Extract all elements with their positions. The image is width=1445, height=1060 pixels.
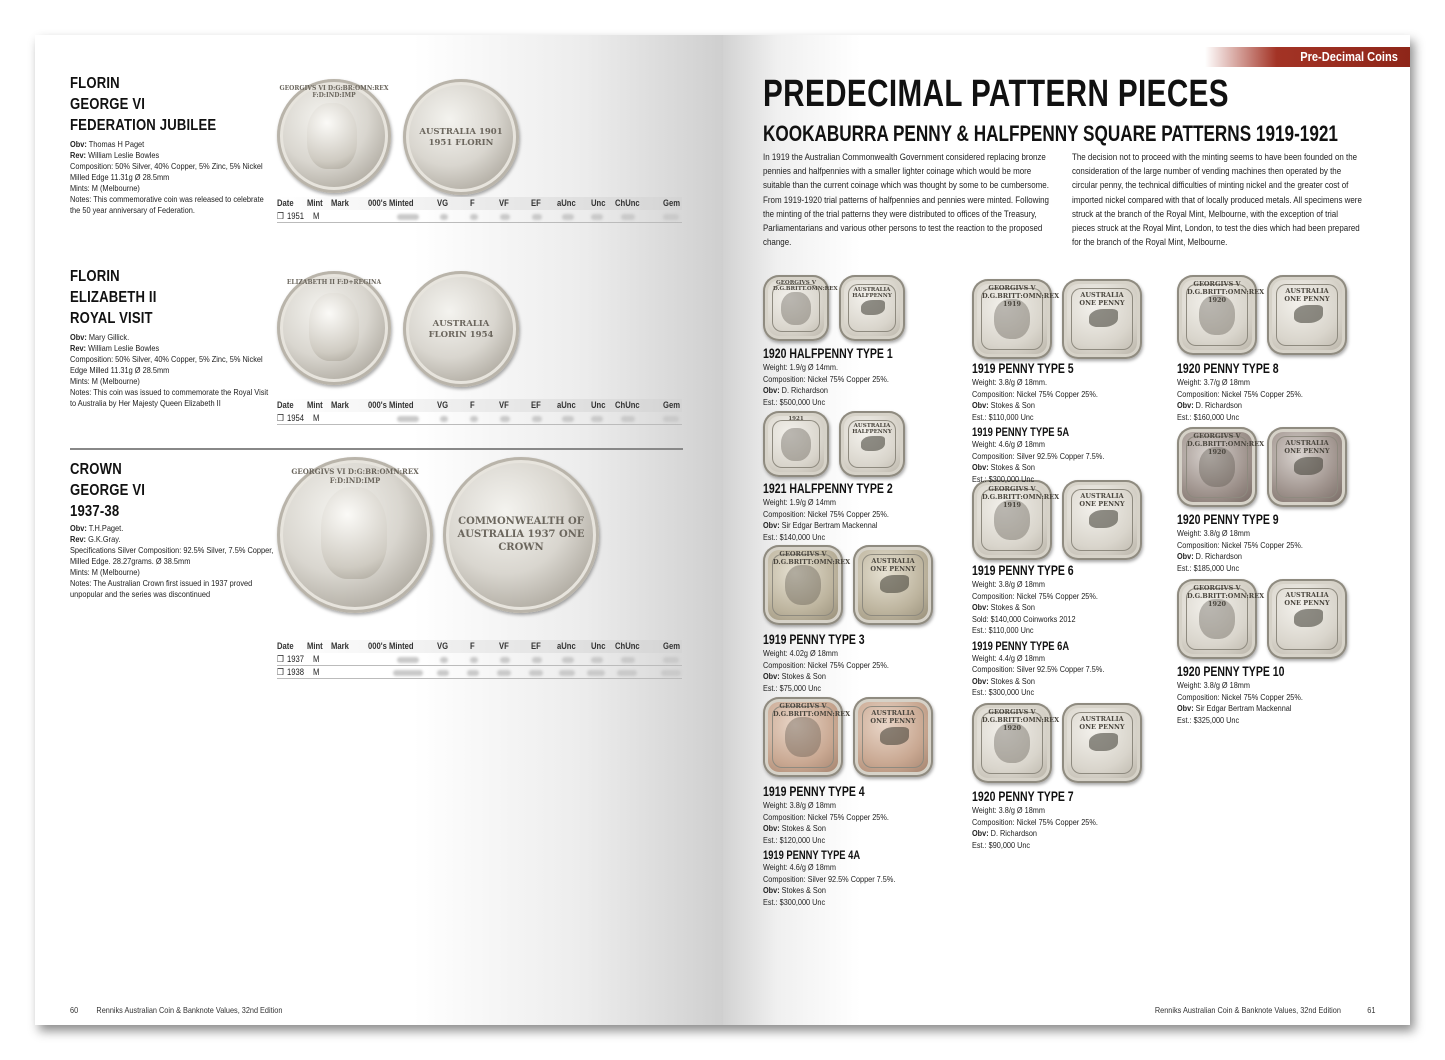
pattern-designer: Stokes & Son [781,671,826,681]
col-mint: Mint [307,400,323,410]
rev-label: Rev: [70,534,87,544]
pattern-estimate: Est.: $500,000 Unc [763,396,826,407]
portrait-bust [309,293,359,361]
col-mark: Mark [331,641,349,651]
pattern-entry [763,346,929,408]
coin-legend: GEORGIVS VI D:G:BR:OMN:REX F:D:IND:IMP [279,85,389,99]
pattern-title: 1920 HALFPENNY TYPE 1 [763,346,893,361]
intro-paragraph-left: In 1919 the Australian Commonwealth Government considered replacing bronze pennies and halfpennies with a smaller lighter coinage which would be more suitable than the current coinage which was thought by some to be cumbersome. From 1919-1920 trial patterns of halfpennies and pennies were minted. Following the minting of the trial patterns they were distributed to offices of the Treasury, Parliamentarians and various other persons to test the reaction to the proposed change. [763,152,1049,249]
notes-text: Notes: This coin was issued to commemorate the Royal Visit to Australia by Her Majesty Queen Elizabeth II [70,387,269,408]
col-aunc: aUnc [557,198,576,208]
price-table-florin-royal-visit [277,399,682,425]
pattern-coin-reverse-image [1062,279,1142,359]
entry-title-line: FLORIN [70,75,120,92]
pattern-entry [972,563,1128,699]
pattern-estimate: Est.: $185,000 Unc [1177,562,1240,573]
col-gem: Gem [663,641,681,651]
obv-label: Obv: [972,400,989,410]
price-table-crown [277,640,682,679]
pattern-designer: Stokes & Son [990,675,1035,686]
pattern-composition: Composition: Nickel 75% Copper 25%. [972,388,1098,399]
pattern-weight: Weight: 3.7/g Ø 18mm [1177,377,1250,387]
col-unc: Unc [591,198,606,208]
coin-legend: AUSTRALIA ONE PENNY [1284,591,1330,607]
page-title: PREDECIMAL PATTERN PIECES [763,73,1229,115]
col-date: Date [277,198,294,208]
obv-label: Obv: [972,602,989,612]
pattern-composition: Composition: Silver 92.5% Copper 7.5%. [972,450,1105,461]
rev-label: Rev: [70,150,87,160]
coin-legend: AUSTRALIA 1901 1951 FLORIN [419,127,503,148]
pattern-title: 1921 HALFPENNY TYPE 2 [763,481,893,496]
col-f: F [470,641,475,651]
composition-text: Composition: 50% Silver, 40% Copper, 5% Zinc, 5% Nickel Milled Edge 11.31g Ø 28.5mm [70,161,263,182]
pattern-designer: Stokes & Son [781,885,826,895]
entry-specs [70,332,270,409]
pattern-entry [972,361,1128,485]
col-vf: VF [499,641,509,651]
col-chunc: ChUnc [615,198,640,208]
col-ef: EF [531,400,541,410]
pattern-coin-obverse-image [1177,427,1265,507]
pattern-composition: Composition: Nickel 75% Copper 25%. [1177,388,1303,399]
pattern-designer: Stokes & Son [990,462,1035,472]
obv-label: Obv: [70,332,87,342]
section-tab: Pre-Decimal Coins [1205,47,1410,67]
row-checkbox[interactable]: ❒ [277,413,284,423]
pattern-designer: D. Richardson [1195,551,1242,561]
pattern-entry [1177,664,1325,726]
pattern-entry [763,481,929,543]
obv-label: Obv: [1177,551,1194,561]
coin-legend: GEORGIVS V D.G.BRITT:OMN:REX 1920 [1187,280,1265,304]
page-number: 60 [70,1005,79,1015]
pattern-coin-reverse-image [1267,275,1347,355]
coin-legend: GEORGIVS V D.G.BRITT:OMN:REX 1920 [1187,432,1265,456]
col-ef: EF [531,198,541,208]
entry-title-line: ELIZABETH II [70,289,157,306]
pattern-composition: Composition: Silver 92.5% Copper 7.5%. [972,664,1105,674]
coin-legend: GEORGIVS V D.G.BRITT:OMN:REX 1920 [982,708,1060,732]
pattern-estimate: Est.: $300,000 Unc [763,896,826,907]
col-minted: 000's Minted [368,400,414,410]
rev-designer: William Leslie Bowles [88,150,160,160]
price-table-header [277,399,682,412]
mints-text: Mints: M (Melbourne) [70,183,140,193]
row-date: 1937 [287,654,305,664]
pattern-estimate: Est.: $140,000 Unc [763,531,826,542]
row-mint: M [313,211,320,221]
pattern-coin-reverse-image [1267,579,1347,659]
col-vg: VG [437,198,449,208]
pattern-title: 1920 PENNY TYPE 10 [1177,664,1285,679]
pattern-composition: Composition: Nickel 75% Copper 25%. [972,816,1098,827]
pattern-entry [1177,512,1325,574]
coin-legend: 1921 [788,416,804,422]
intro-paragraph-right: The decision not to proceed with the minting seems to have been founded on the consideration of the large number of vending machines then operated by the circular penny, the technical difficulties of minting nickel and the greater cost of imported nickel compared with that of locally produced metals. All specimens were struck at the branch of the Royal Mint, Melbourne, with the exception of trial pieces struck at the Royal Mint, London, to test the dies which had been prepared for the branch of the Royal Mint, Melbourne. [1072,152,1362,249]
pattern-weight: Weight: 1.9/g Ø 14mm [763,497,836,507]
coin-legend: GEORGIVS VI D:G:BR:OMN:REX F:D:IND:IMP [291,467,419,485]
pattern-title: 1919 PENNY TYPE 5 [972,361,1074,376]
row-date: 1954 [287,413,305,423]
obv-label: Obv: [972,462,989,472]
pattern-weight: Weight: 3.8/g Ø 18mm [1177,528,1250,538]
pattern-composition: Composition: Nickel 75% Copper 25%. [763,373,889,384]
col-mark: Mark [331,198,349,208]
col-mint: Mint [307,641,323,651]
entry-title-line: FLORIN [70,268,120,285]
table-row [277,412,682,425]
coin-reverse-image [443,457,599,613]
obv-designer: Thomas H Paget [88,139,145,149]
col-chunc: ChUnc [615,641,640,651]
pattern-estimate: Est.: $110,000 Unc [972,625,1034,635]
pattern-title: 1920 PENNY TYPE 9 [1177,512,1279,527]
pattern-estimate: Est.: $300,000 Unc [972,473,1035,484]
col-f: F [470,400,475,410]
pattern-coin-reverse-image [839,411,905,477]
coin-legend: AUSTRALIA ONE PENNY [1079,715,1125,731]
pattern-coin-reverse-image [839,275,905,341]
col-vf: VF [499,400,509,410]
obv-label: Obv: [763,885,780,895]
pattern-coin-reverse-image [853,545,933,625]
col-f: F [470,198,475,208]
coin-legend: AUSTRALIA HALFPENNY [852,423,892,435]
pattern-composition: Composition: Silver 92.5% Copper 7.5%. [763,873,896,884]
pattern-designer: Stokes & Son [990,400,1035,410]
pattern-composition: Composition: Nickel 75% Copper 25%. [972,590,1098,601]
pattern-coin-reverse-image [1062,703,1142,783]
pattern-coin-obverse-image [1177,275,1265,355]
page-number: 61 [1366,1005,1375,1015]
entry-title-crown [70,459,145,522]
pattern-coin-obverse-image [763,411,829,477]
notes-text: Notes: The Australian Crown first issued in 1937 proved unpopular and the series was discontinued [70,578,253,599]
pattern-composition: Composition: Nickel 75% Copper 25%. [763,811,889,822]
obv-label: Obv: [763,671,780,681]
pattern-estimate: Est.: $160,000 Unc [1177,411,1240,422]
col-mint: Mint [307,198,323,208]
pattern-coin-obverse-image [1177,579,1265,659]
entry-specs [70,139,270,216]
col-aunc: aUnc [557,400,576,410]
row-mint: M [313,667,320,677]
coin-legend: AUSTRALIA HALFPENNY [852,287,892,299]
coin-obverse-image [277,79,391,193]
coin-legend: AUSTRALIA ONE PENNY [1079,492,1125,508]
col-date: Date [277,400,294,410]
pattern-coin-obverse-image [972,703,1060,783]
obv-label: Obv: [763,823,780,833]
col-mark: Mark [331,400,349,410]
pattern-title: 1919 PENNY TYPE 6 [972,563,1074,578]
pattern-estimate: Est.: $75,000 Unc [763,682,822,693]
pattern-coin-obverse-image [763,697,851,777]
coin-legend: GEORGIVS V D.G.BRITT:OMN:REX 1919 [982,284,1060,308]
pattern-designer: D. Richardson [781,385,828,395]
col-minted: 000's Minted [368,641,414,651]
section-divider [70,448,683,450]
pattern-entry [972,789,1120,851]
coin-reverse-image [403,271,519,387]
obv-label: Obv: [1177,703,1194,713]
pattern-weight: Weight: 3.8/g Ø 18mm. [972,377,1047,387]
composition-text: Specifications Silver Composition: 92.5% Silver, 7.5% Copper, Milled Edge. 28.27grams. Ø 38.5mm [70,545,274,566]
coin-legend: COMMONWEALTH OF AUSTRALIA 1937 ONE CROWN [457,516,585,553]
obv-designer: Mary Gillick. [88,332,130,342]
col-gem: Gem [663,400,681,410]
entry-title-line: CROWN [70,461,122,478]
book-title: Renniks Australian Coin & Banknote Values, 32nd Edition [1154,1005,1341,1015]
coin-obverse-image [277,457,433,613]
coin-legend: GEORGIVS V D.G.BRITT:OMN:REX [773,702,851,718]
coin-reverse-image [403,79,519,195]
pattern-designer: Stokes & Son [781,823,826,833]
pattern-designer: D. Richardson [990,828,1037,838]
entry-title-line: 1937-38 [70,503,120,520]
pattern-title: 1920 PENNY TYPE 8 [1177,361,1279,376]
pattern-composition: Composition: Nickel 75% Copper 25%. [1177,691,1303,702]
book-spread [35,35,1410,1025]
pattern-subtitle: 1919 PENNY TYPE 4A [763,848,861,862]
pattern-coin-reverse-image [1267,427,1347,507]
obv-label: Obv: [70,139,87,149]
book-title: Renniks Australian Coin & Banknote Values, 32nd Edition [96,1005,283,1015]
left-page [35,35,723,1025]
pattern-estimate: Est.: $110,000 Unc [972,411,1034,422]
obv-label: Obv: [1177,400,1194,410]
row-checkbox[interactable]: ❒ [277,211,284,221]
col-gem: Gem [663,198,681,208]
entry-title-line: GEORGE VI [70,482,146,499]
rev-designer: G.K.Gray. [88,534,121,544]
col-aunc: aUnc [557,641,576,651]
coin-legend: ELIZABETH II F:D+REGINA [286,279,382,286]
col-unc: Unc [591,641,606,651]
pattern-coin-reverse-image [853,697,933,777]
pattern-composition: Composition: Nickel 75% Copper 25%. [763,508,889,519]
mints-text: Mints: M (Melbourne) [70,567,140,577]
pattern-estimate: Est.: $300,000 Unc [972,687,1035,697]
pattern-designer: D. Richardson [1195,400,1242,410]
entry-title-florin-royal-visit [70,266,157,329]
pattern-coin-obverse-image [763,275,838,341]
col-minted: 000's Minted [368,198,414,208]
pattern-title: 1920 PENNY TYPE 7 [972,789,1074,804]
pattern-designer: Sir Edgar Bertram Mackennal [1195,703,1292,713]
coin-legend: AUSTRALIA ONE PENNY [870,709,916,725]
pattern-entry [763,784,919,908]
portrait-bust [307,103,357,169]
coin-legend: AUSTRALIA ONE PENNY [1284,439,1330,455]
pattern-entry [1177,361,1325,423]
pattern-weight: Weight: 4.4/g Ø 18mm [972,652,1045,663]
price-table-header [277,197,682,210]
table-row [277,653,682,666]
coin-legend: AUSTRALIA FLORIN 1954 [428,319,494,340]
coin-legend: GEORGIVS V D.G.BRITT:OMN:REX [773,550,851,566]
col-unc: Unc [591,400,606,410]
pattern-subtitle: 1919 PENNY TYPE 5A [972,425,1070,439]
row-date: 1938 [287,667,305,677]
coin-legend: GEORGIVS V D.G.BRITT:OMN:REX 1919 [982,485,1060,509]
pattern-weight: Weight: 4.02g Ø 18mm [763,648,838,658]
coin-legend: GEORGIVS V D.G.BRITT.OMN:REX [773,280,838,292]
table-row [277,210,682,223]
col-ef: EF [531,641,541,651]
notes-text: Notes: This commemorative coin was released to celebrate the 50 year anniversary of Federation. [70,194,264,215]
pattern-title: 1919 PENNY TYPE 4 [763,784,865,799]
pattern-weight: Weight: 3.8/g Ø 18mm [763,800,836,810]
pattern-weight: Weight: 1.9/g Ø 14mm. [763,362,838,372]
pattern-estimate: Est.: $325,000 Unc [1177,714,1240,725]
pattern-weight: Weight: 3.8/g Ø 18mm [1177,680,1250,690]
pattern-weight: Weight: 3.8/g Ø 18mm [972,805,1045,815]
obv-label: Obv: [70,523,87,533]
pattern-composition: Composition: Nickel 75% Copper 25%. [1177,539,1303,550]
portrait-bust [321,487,387,579]
obv-label: Obv: [972,675,989,686]
coin-legend: GEORGIVS V D.G.BRITT:OMN:REX 1920 [1187,584,1265,608]
pattern-estimate: Est.: $120,000 Unc [763,834,826,845]
obv-designer: T.H.Paget. [88,523,124,533]
entry-title-line: GEORGE VI [70,96,146,113]
col-vf: VF [499,198,509,208]
col-chunc: ChUnc [615,400,640,410]
pattern-coin-obverse-image [972,480,1060,560]
col-vg: VG [437,641,449,651]
row-date: 1951 [287,211,305,221]
mints-text: Mints: M (Melbourne) [70,376,140,386]
row-mint: M [313,654,320,664]
pattern-weight: Weight: 4.6/g Ø 18mm [763,862,836,872]
col-vg: VG [437,400,449,410]
page-subtitle: KOOKABURRA PENNY & HALFPENNY SQUARE PATTERNS 1919-1921 [763,121,1338,146]
row-checkbox[interactable]: ❒ [277,667,284,677]
folio-right [1154,1005,1375,1015]
folio-left [70,1005,282,1015]
row-mint: M [313,413,320,423]
row-checkbox[interactable]: ❒ [277,654,284,664]
price-table-header [277,640,682,653]
pattern-designer: Sir Edgar Bertram Mackennal [781,520,878,530]
pattern-entry [763,632,911,694]
pattern-composition: Composition: Nickel 75% Copper 25%. [763,659,889,670]
pattern-weight: Weight: 4.6/g Ø 18mm [972,439,1045,449]
pattern-coin-obverse-image [972,279,1060,359]
obv-label: Obv: [763,385,780,395]
coin-obverse-image [277,271,391,385]
entry-specs [70,523,276,600]
rev-designer: William Leslie Bowles [88,343,160,353]
pattern-sale-record: Sold: $140,000 Coinworks 2012 [972,613,1076,624]
entry-title-line: ROYAL VISIT [70,310,153,327]
pattern-designer: Stokes & Son [990,602,1035,612]
coin-legend: AUSTRALIA ONE PENNY [1284,287,1330,303]
right-page [723,35,1410,1025]
price-table-florin-jubilee [277,197,682,223]
pattern-estimate: Est.: $90,000 Unc [972,839,1031,850]
obv-label: Obv: [763,520,780,530]
pattern-coin-reverse-image [1062,480,1142,560]
entry-title-line: FEDERATION JUBILEE [70,117,217,134]
col-date: Date [277,641,294,651]
table-row [277,666,682,679]
rev-label: Rev: [70,343,87,353]
coin-legend: AUSTRALIA ONE PENNY [870,557,916,573]
composition-text: Composition: 50% Silver, 40% Copper, 5% Zinc, 5% Nickel Edge Milled 11.31g Ø 28.5mm [70,354,263,375]
obv-label: Obv: [972,828,989,838]
pattern-coin-obverse-image [763,545,851,625]
pattern-weight: Weight: 3.8/g Ø 18mm [972,579,1045,589]
pattern-title: 1919 PENNY TYPE 3 [763,632,865,647]
coin-legend: AUSTRALIA ONE PENNY [1079,291,1125,307]
entry-title-florin-jubilee [70,73,216,136]
pattern-subtitle: 1919 PENNY TYPE 6A [972,638,1070,653]
